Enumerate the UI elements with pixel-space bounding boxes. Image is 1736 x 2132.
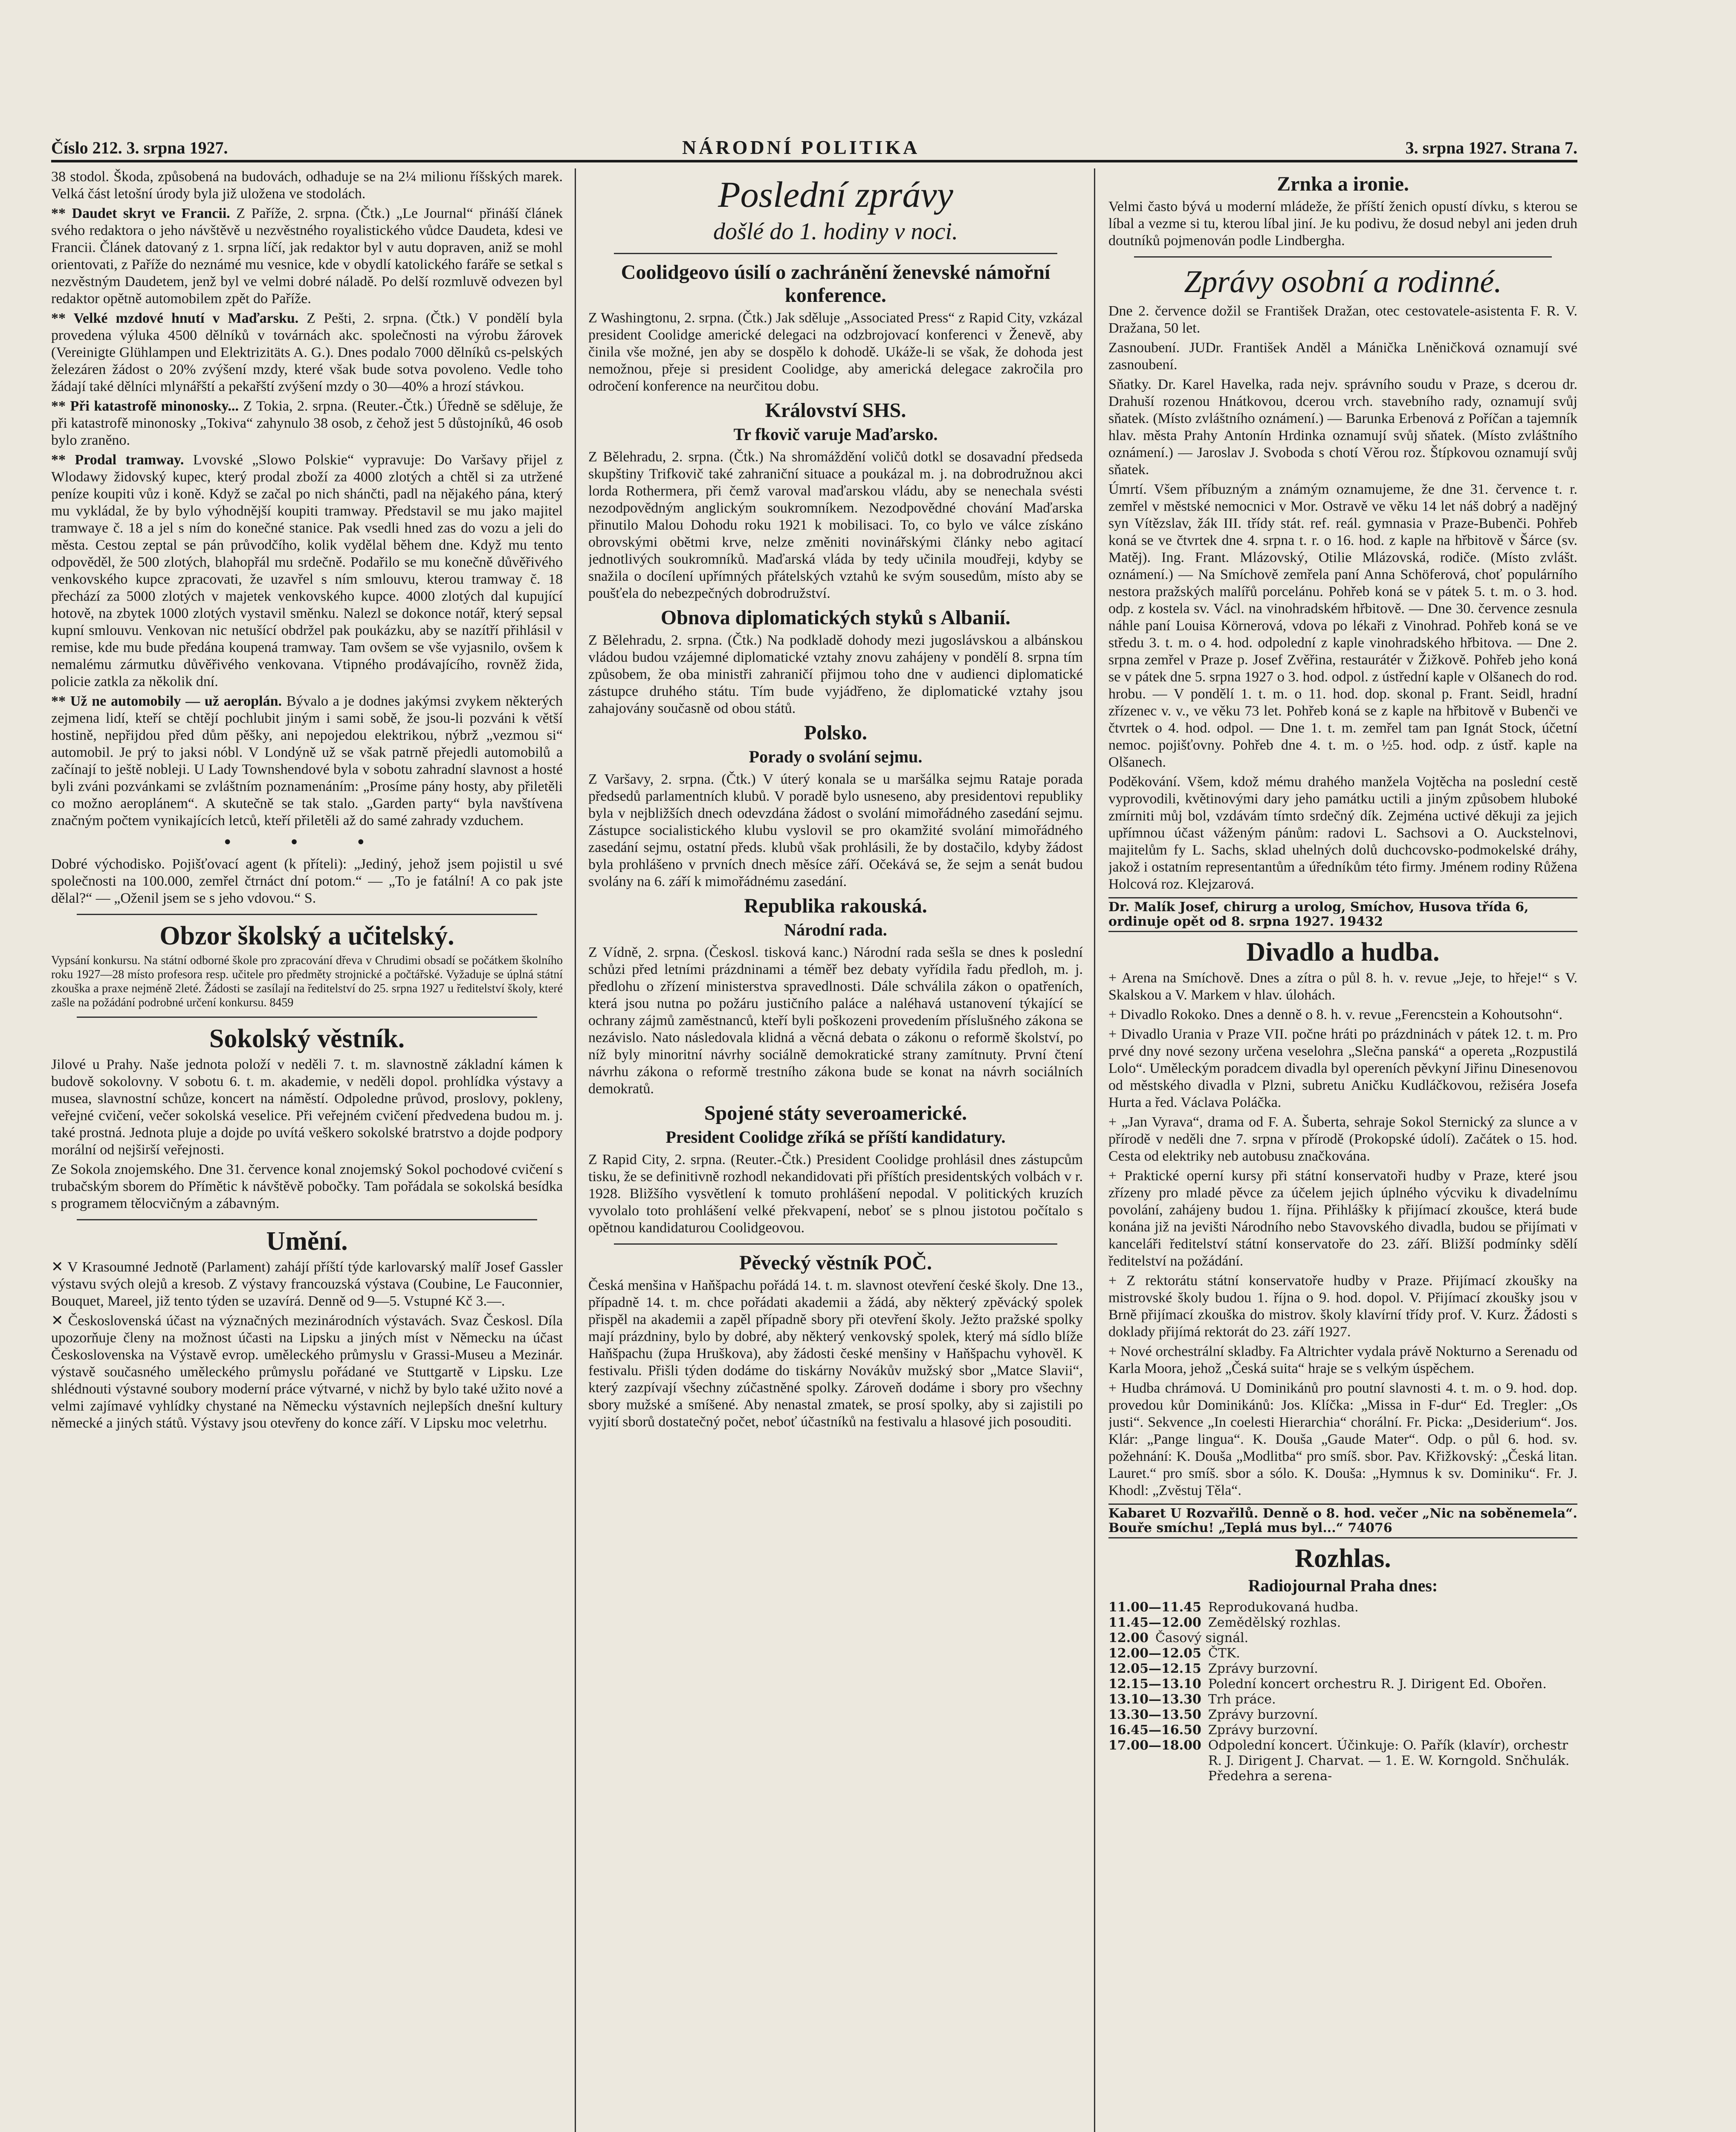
masthead-title: NÁRODNÍ POLITIKA [682, 136, 920, 158]
schedule-row [1108, 1661, 1577, 1677]
radio-subheading: Radiojournal Praha dnes: [1248, 1576, 1438, 1595]
schedule-time: 12.15—13.10 [1108, 1677, 1201, 1692]
section-heading-art: Umění. [266, 1227, 348, 1256]
schedule-row [1108, 1646, 1577, 1661]
article-text: Jilové u Prahy. Naše jednota položí v neděli 7. t. m. slavnostně základní kámen k budově sokolovny. V sobotu 6. t. m. akademie, v neděli dopol. prohlídka výstavy a musea, slavnostní schůze, koncert na náměstí. Odpoledne průvod, proslovy, pokleny, veřejné cvičení, večer sokolská veselice. Při veřejném cvičení předvedena budou m. j. také prostná. Jednota pluje a dojde po uvítá veškero sokolské bratrstvo a dojde podpory morální od nejširší veřejnosti. [51, 1057, 563, 1158]
article-text: Zasnoubení. JUDr. František Anděl a Mánička Lněničková oznamují své zasnoubení. [1108, 340, 1577, 373]
article-text: Z Rapid City, 2. srpna. (Reuter.-Čtk.) President Coolidge prohlásil dnes zástupcům tisku, že se definitivně rozhodl nekandidovati při příštích presidentských volbách v r. 1928. Bližšího vysvětlení k tomuto prohlášení nepodal. V politických kruzích vyvolalo toto prohlášení velké překvapení, neboť se s plnou jistotou počítalo s opětnou kandidaturou Coolidgeovou. [588, 1152, 1083, 1236]
section-heading-choir: Pěvecký věstník POČ. [739, 1251, 932, 1274]
section-heading-radio: Rozhlas. [1295, 1544, 1391, 1573]
column-middle [588, 168, 1083, 2132]
schedule-time: 12.05—12.15 [1108, 1661, 1201, 1676]
article-headline: Království SHS. [765, 399, 906, 422]
date-page-number: 3. srpna 1927. Strana 7. [1405, 138, 1577, 157]
schedule-program: Polední koncert orchestru R. J. Dirigent Ed. Obořen. [1208, 1677, 1547, 1692]
schedule-time: 12.00 [1108, 1631, 1149, 1645]
article-body: Bývalo a je dodnes jakýmsi zvykem některých zejmena lidí, kteří se chtějí pochlubit jiným i sami sobě, že jsou-li pozváni k větší hostině, nepřijdou před dům pěšky, ani nepojedou elektrikou, nýbrž „vezmou si“ automobil. Je prý to jaksi nóbl. V Londýně už se však patrně přejedli automobilů a začínají to ještě nobleji. U Lady Townshendové byla v sobotu zahradní slavnost a hosté byli zváni pozvánkami se zvláštním poznamenáním: „Prosíme pány hosty, aby přiletěli co možno aeroplánem“. A skutečně se tak stalo. „Garden party“ byla navštívena značným počtem vynikajících letců, kteří přiletěli až do samé zahrady vzduchem. [51, 693, 563, 828]
article-text: Dne 2. července dožil se František Dražan, otec cestovatele-asistenta F. R. V. Dražana, 50 let. [1108, 303, 1577, 336]
schedule-program: ČTK. [1208, 1646, 1240, 1661]
article-text: + Hudba chrámová. U Dominikánů pro poutní slavnosti 4. t. m. o 9. hod. dop. provedou kůr Dominikánů: Jos. Klíčka: „Missa in F-dur“ Ed. Tregler: „Os justi“. Sekvence „In coelesti Hierarchia“ chorální. Fr. Picka: „Desiderium“. Jos. Klár: „Pange lingua“. K. Douša „Gaude Mater“. Odp. o půl 6. hod. sv. požehnání: K. Douša „Modlitba“ pro smíš. sbor. Pav. Křižkovský: „Česká litan. Lauret.“ pro smíš. sbor a sólo. K. Douša: „Hymnus k sv. Dominiku“. Fr. J. Khodl: „Zvěstuj Těla“. [1108, 1380, 1577, 1498]
article-text: Ze Sokola znojemského. Dne 31. července konal znojemský Sokol pochodové cvičení s trubačským sborem do Přímětic k návštěvě pobočky. Tam pořádala se sokolská besídka s programem tělocvičným a zábavným. [51, 1162, 563, 1211]
separator-dots: • • • [222, 833, 392, 852]
schedule-program: Zprávy burzovní. [1208, 1707, 1318, 1722]
article-subheadline: Porady o svolání sejmu. [749, 747, 923, 766]
article-headline: Obnova diplomatických styků s Albanií. [660, 606, 1011, 629]
article-body: Lvovské „Slowo Polskie“ vypravuje: Do Varšavy přijel z Wlodawy židovský kupec, který prodal zboží za 4000 zlotých a chtěl si za utržené peníze koupiti vůz i koně. Když se začal po nich shánčti, padl na nějakého pána, který mu vykládal, že by bylo výhodnější koupiti tramway. Představil se mu jako majitel tramwaye č. 18 a jel s ním do konečné stanice. Pak vsedli hned zas do vozu a jeli do města. Cestou zeptal se pán průvodčího, kolik vydělal během dne. Když mu tento odpověděl, že 500 zlotých, blahopřál mu srdečně. Podařilo se mu konečně důvěřivého venkovského kupce zpracovati, že uzavřel s ním smlouvu, kterou tramway č. 18 přechází za 5000 zlotých v majetek venkovského kupce. 4000 zlotých dal kupující hotově, na zbytek 1000 zlotých vystavil směnku. Nalezl se dokonce notář, který sepsal kupní smlouvu. Venkovan nic netušící obdržel pak poukázku, aby se nazítří přihlásil v remise, kde mu bude předána koupená tramway. Tam ovšem se vše vyjasnilo, ovšem k nemalému zármutku důvěřivého venkovana. Vtipného prodávajícího, rovněž žida, policie zatkla za několik dní. [51, 452, 563, 689]
article-body: Z Paříže, 2. srpna. (Čtk.) „Le Journal“ přináší článek svého redaktora o jeho návštěvě u nezvěstného royalistického vůdce Daudeta, kdesi ve Francii. Článek datovaný z 1. srpna líčí, jak redaktor byl v autu dopraven, aniž se mohl orientovati, z Paříže do neznámé mu vesnice, kde v obydlí katolického faráře se setkal s nezvěstným Daudetem, jenž byl ve velmi dobré náladě. Po delší rozmluvě odvezen byl redaktor opětně automobilem zpět do Paříže. [51, 206, 563, 307]
schedule-time: 16.45—16.50 [1108, 1723, 1201, 1738]
article-text: + Divadlo Urania v Praze VII. počne hráti po prázdninách v pátek 12. t. m. Pro prvé dny nové sezony určena veselohra „Slečna panská“ a opereta „Rozpustilá Lolo“. Uměleckým poradcem divadla byl opereních pěvkyní Jiřinu Dinesenovou od městského divadla v Plzni, subretu Aničku Kudláčkovou, režiséra Josefa Hurta a řed. Václava Poláčka. [1108, 1026, 1577, 1110]
article-text: Poděkování. Všem, kdož mému drahého manžela Vojtěcha na poslední cestě vyprovodili, květinovými dary jeho památku uctili a jiným způsobem hluboké zmírniti můj bol, vzdávám tímto srdečný dík. Zejména uctivé děkuji za jejich upřímnou účast váženým pánům: radovi L. Sachsovi a O. Auckstelnovi, majitelům fy L. Sachs, sklad uhelných dolů duchcovsko-podmokelské dráhy, jakož i ostatním representantům a úředníkům této firmy. Jménem rodiny Růžena Holcová roz. Klejzarová. [1108, 774, 1577, 892]
schedule-time: 13.30—13.50 [1108, 1707, 1201, 1722]
schedule-program: Reprodukovaná hudba. [1208, 1600, 1359, 1615]
article-text: Z Bělehradu, 2. srpna. (Čtk.) Na podkladě dohody mezi jugoslávskou a albánskou vládou budou vzájemné diplomatické vztahy znovu zahájeny v pondělí 8. srpna tím způsobem, že oba ministři zahraničí přijmou toho dne v audienci diplomatické zástupce druhého státu. Tím bude vyjádřeno, že diplomatické vztahy jsou zahajovány současně od obou států. [588, 632, 1083, 716]
schedule-program: Odpolední koncert. Účinkuje: O. Pařík (klavír), orchestr R. J. Dirigent J. Charvat. — 1. E. W. Korngold. Snčhulák. Předehra a serena- [1208, 1738, 1570, 1784]
article-text: Z Varšavy, 2. srpna. (Čtk.) V úterý konala se u maršálka sejmu Rataje porada předsedů parlamentních klubů. V poradě bylo usneseno, aby presidentovi republiky byla v nejbližších dnech odevzdána žádost o svolání mimořádného zasedání sejmu. Zástupce socialistického klubu vyslovil se pro okamžité svolání mimořádného zasedání sejmu, ostatní předs. klubů však prohlásili, že by dostačilo, kdyby žádost byla prohlášeno v prvních dnech měsíce září. Očekává se, že sejm a senát budou svolány na 6. září k mimořádnému zasedání. [588, 771, 1083, 889]
section-divider [614, 1243, 1057, 1245]
article-text: Vypsání konkursu. Na státní odborné škole pro zpracování dřeva v Chrudimi obsadí se počátkem školního roku 1927—28 místo profesora resp. učitele pro předměty strojnické a počtářské. Vyžaduje se úplná státní zkouška a praxe nejméně 2leté. Žádosti se zasílají na ředitelství do 25. srpna 1927 u ředitelství školy, které zašle na požádání podrobné určení konkursu. 8459 [51, 954, 563, 1009]
article-text: + Z rektorátu státní konservatoře hudby v Praze. Přijímací zkoušky na mistrovské školy budou 1. října o 9. hod. dopol. V. Přijímací zkoušky jsou v Brně přijímací zkouška do mistrov. školy klavírní třídy prof. V. Kurz. Žádosti s doklady přijímá rektorát do 23. září 1927. [1108, 1273, 1577, 1340]
article-text: Z Washingtonu, 2. srpna. (Čtk.) Jak sděluje „Associated Press“ z Rapid City, vzkázal president Coolidge americké delegaci na odzbrojovací konferenci v Ženevě, aby činila vše možné, jen aby se dospělo k dohodě. Ukáže-li se však, že dohoda jest nemožnou, přeje si president Coolidge, aby americká delegace zakročila pro odročení konference na neurčitou dobu. [588, 310, 1083, 394]
article-headline: Spojené státy severoamerické. [704, 1102, 967, 1124]
column-rule [575, 168, 576, 2132]
article-text [51, 398, 563, 449]
article-text [51, 310, 563, 395]
article-text: Sňatky. Dr. Karel Havelka, rada nejv. správního soudu v Praze, s dcerou dr. Drahuší rozenou Hnátkovou, dcerou vrch. stavebního rady, oznamují svůj sňatek. (Místo zvláštního oznámení.) — Barunka Erbenová z Poříčan a tajemník hlav. města Prahy Antonín Hrdinka oznamují svůj sňatek. (Místo zvláštního oznámení.) — Jaroslav J. Svoboda s chotí Věrou roz. Štípkovou oznamují svůj sňatek. [1108, 377, 1577, 478]
advertisement-doctor: Dr. Malík Josef, chirurg a urolog, Smíchov, Husova třída 6, ordinuje opět od 8. srpna 1927. 19432 [1108, 897, 1577, 932]
article-text [51, 693, 563, 829]
section-divider [77, 1219, 537, 1220]
schedule-row [1108, 1738, 1577, 1784]
column-rule [1094, 168, 1095, 2132]
schedule-row [1108, 1723, 1577, 1738]
schedule-program: Časový signál. [1155, 1631, 1249, 1645]
issue-number-date: Číslo 212. 3. srpna 1927. [51, 138, 228, 157]
schedule-program: Zprávy burzovní. [1208, 1661, 1318, 1676]
article-headline: Republika rakouská. [744, 895, 927, 917]
section-heading-latest-news: Poslední zprávy [718, 174, 953, 215]
schedule-row [1108, 1677, 1577, 1692]
article-subheadline: Tr fkovič varuje Maďarsko. [733, 425, 938, 444]
schedule-time: 17.00—18.00 [1108, 1738, 1201, 1753]
article-text: Velmi často bývá u moderní mládeže, že příští ženich opustí dívku, s kterou se líbal a vezme si tu, kterou líbal jiní. Je ku podivu, že dosud nebyl ani jeden druh doutníků pojmenován podle Lindbergha. [1108, 199, 1577, 249]
section-heading-sokol: Sokolský věstník. [209, 1024, 405, 1053]
article-lead: ** Prodal tramway. [51, 452, 184, 468]
article-lead: ** Už ne automobily — už aeroplán. [51, 693, 282, 709]
schedule-time: 13.10—13.30 [1108, 1692, 1201, 1707]
article-text: + Nové orchestrální skladby. Fa Altrichter vydala právě Nokturno a Serenadu od Karla Moora, jehož „Česká suita“ hraje se s velkým úspěchem. [1108, 1344, 1577, 1376]
section-heading-personal: Zprávy osobní a rodinné. [1184, 264, 1502, 299]
section-heading-school: Obzor školský a učitelský. [159, 921, 454, 950]
advertisement-cabaret: Kabaret U Rozvařilů. Denně o 8. hod. večer „Nic na soběnemela“. Bouře smíchu! „Teplá mus byl...“ 74076 [1108, 1503, 1577, 1538]
schedule-row [1108, 1707, 1577, 1723]
article-text: + „Jan Vyrava“, drama od F. A. Šuberta, sehraje Sokol Sternický za slunce a v přírodě v neděli dne 7. srpna v přírodě (Prokopské údolí). Začátek o 15. hod. Cesta od elektriky neb autobusu značkována. [1108, 1114, 1577, 1164]
schedule-row [1108, 1615, 1577, 1631]
article-text: 38 stodol. Škoda, způsobená na budovách, odhaduje se na 2¼ milionu říšských marek. Velká část letošní úrody byla již uložena ve stodolách. [51, 169, 563, 202]
article-lead: ** Velké mzdové hnutí v Maďarsku. [51, 310, 299, 326]
joke-text: Dobré východisko. Pojišťovací agent (k příteli): „Jediný, jehož jsem pojistil u své společnosti na 100.000, zemřel čtrnáct dní potom.“ — „To je fatální! A co pak jste dělal?“ — „Oženil jsem se s jeho vdovou.“ S. [51, 856, 563, 906]
article-text: ✕ V Krasoumné Jednotě (Parlament) zahájí příští týde karlovarský malíř Josef Gassler výstavu svých olejů a kresob. Z výstavy francouzská výstava (Coubine, Le Fauconnier, Bouquet, Mareel, již tento týden se uzavírá. Denně od 9—5. Vstupné Kč 3.—. [51, 1259, 563, 1309]
article-text [51, 452, 563, 690]
radio-schedule [1108, 1600, 1577, 1784]
schedule-time: 11.45—12.00 [1108, 1615, 1201, 1630]
article-text: Česká menšina v Haňšpachu pořádá 14. t. m. slavnost otevření české školy. Dne 13., případně 14. t. m. chce pořádati akademii a žádá, aby některý zpěvácký spolek přispěl na akademii a zapěl případně sbory při otevření školy. Ježto pražské spolky mají prázdniny, bylo by dobré, aby některý venkovský spolek, který má sídlo blíže Haňšpachu (župa Hruškova), aby žádosti české menšiny v Haňšpachu vyhověl. K festivalu. Přišli týden dodáme do tiskárny Novákův mužský sbor „Matce Slavii“, který zazpívají všechny zúčastněné spolky. Zároveň dodáme i sbory pro všechny sbory mužské a smíšené. Aby nenastal zmatek, se prosí spolky, aby si zajistili po vyjití sborů dostatečný počet, neboť účastníků na festivalu a hlasové jich posouditi. [588, 1277, 1083, 1430]
article-body: Z Pešti, 2. srpna. (Čtk.) V pondělí byla provedena výluka 4500 dělníků v továrnách akc. společnosti na výrobu žárovek (Vereinigte Glühlampen und Elektrizitäts A. G.). Dnes podalo 7000 dělníků cs-pelských železáren žádost o 20% zvýšení mzdy, které však bude sotva povoleno. Vedle toho žádají také dělníci mlynářští a pekařští zvýšení mzdy o 30—40% a hrozí stávkou. [51, 310, 563, 394]
section-divider [614, 253, 1057, 254]
article-subheadline: Národní rada. [784, 920, 887, 939]
schedule-time: 12.00—12.05 [1108, 1646, 1201, 1661]
section-divider [77, 914, 537, 915]
article-text: Z Vídně, 2. srpna. (Českosl. tisková kanc.) Národní rada sešla se dnes k poslední schůzi před letními prázdninami a téměř bez debaty vyřídila řadu předloh, m. j. předlohu o zřízení ministerstva spravedlnosti. Dále schválila zákon o opatřeních, která jsou nutna po požáru justičního paláce a naléhavá ustanovení týkající se ochrany zájmů zaměstnanců, kteří byli poškozeni provedením příslušného zákona se nezávislo. Nato následovala klidná a věcná debata o zákonu o reformě školství, po níž byly minoritní návrhy sociálně demokratické strany zamítnuty. První čtení návrhu zákona o reformě trestního zákona bude se konat na návrh sociálních demokratů. [588, 944, 1083, 1097]
article-subheadline: President Coolidge zříká se příští kandidatury. [665, 1127, 1006, 1147]
article-body: Z Tokia, 2. srpna. (Reuter.-Čtk.) Úředně se sděluje, že při katastrofě minonosky „Tokiva“ zahynulo 38 osob, z čehož jest 5 důstojníků, 46 osob bylo zraněno. [51, 398, 563, 448]
schedule-row [1108, 1631, 1577, 1646]
section-divider [1134, 256, 1552, 258]
article-headline: Coolidgeovo úsilí o zachránění ženevské námořní konference. [621, 261, 1050, 307]
page-header [51, 134, 1577, 162]
schedule-time: 11.00—11.45 [1108, 1600, 1201, 1615]
schedule-program: Trh práce. [1208, 1692, 1276, 1707]
article-lead: ** Při katastrofě minonosky... [51, 398, 239, 414]
section-subheading: došlé do 1. hodiny v noci. [713, 218, 958, 245]
article-text: ✕ Československá účast na význačných mezinárodních výstavách. Svaz Českosl. Díla upozorňuje členy na možnost účasti na Lipsku a jiných míst v Německu na účast Československa na Výstavě evrop. uměleckého průmyslu v Grassi-Museu a Mezinár. výstavě současného uměleckého průmyslu pořádané ve Stuttgartě v Lipsku. Lze shlédnouti výstavné soubory moderní práce výtvarné, v nichž by bylo také užito nové a velmi zajímavé vyhlídky chystané na Německu výstavních nejlepších dnešní kultury německé a jiných států. Výstavy jsou otevřeny do konce září. V Lipsku moc veletrhu. [51, 1313, 563, 1431]
article-text: Úmrtí. Všem příbuzným a známým oznamujeme, že dne 31. července t. r. zemřel v městské nemocnici v Mor. Ostravě ve věku 14 let náš dobrý a nadějný syn Vítězslav, žák III. třídy stát. ref. reál. gymnasia v Praze-Bubenči. Pohřeb koná se ve čtvrtek dne 4. srpna t. r. o 16. hod. z kaple na hřbitově v Šárce (sv. Matěj). Ing. Frant. Mlázovský, Otilie Mlázovská, rodiče. (Místo zvlášt. oznámení.) — Na Smíchově zemřela paní Anna Schöferová, choť populárního nestora pražských malířů porcelánu. Pohřeb koná se v pátek 5. t. m. o 3. hod. odp. z kostela sv. Václ. na vinohradském hřbitově. — Dne 30. července zesnula náhle paní Louisa Körnerová, vdova po lékaři z Vinohrad. Pohřeb koná se ve středu 3. t. m. o 4. hod. odpolední z kaple vinohradského hřbitova. — Dne 2. srpna zemřel v Praze p. Josef Zvěřina, restaurátér v Žižkově. Pohřeb jeho koná se v pátek dne 5. srpna 1927 o 3. hod. odpol. z ústřední kaple v Olšanech do rod. hrobu. — V pondělí 1. t. m. o 11. hod. dop. skonal p. Frant. Seidl, hradní zřízenec v. v., ve věku 73 let. Pohřeb koná se z kaple na hřbitově v Bubenči ve čtvrtek o 4. hod. odpol. — Dne 1. t. m. zemřel tam pan Ignát Stock, účetní nemoc. pojišťovny. Pohřeb dne 4. t. m. o ½5. hod. odp. z ústř. kaple na Olšanech. [1108, 481, 1577, 770]
article-headline: Polsko. [804, 721, 868, 744]
column-left [51, 168, 563, 2132]
article-text: Z Bělehradu, 2. srpna. (Čtk.) Na shromáždění voličů dotkl se dosavadní předseda skupštiny Trifkovič také zahraniční situace a poukázal m. j. na dobrodružnou akci lorda Rothermera, při čemž varoval maďarskou vládu, aby se nenechala svésti nezodpovědným anglickým soukromníkem. Nezodpovědné chování Maďarska přinutilo Malou Dohodu roku 1921 k mobilisaci. To, co bylo ve válce získáno obrovskými obětmi krve, nelze změniti novinářskými články nebo agitací jednotlivých soukromníků. Maďarská vláda by tedy učinila moudřeji, kdyby se snažila o docílení upřímných přátelských vztahů ke svým sousedům, místo aby se poušťela do nebezpečných dobrodružství. [588, 449, 1083, 601]
schedule-row [1108, 1692, 1577, 1707]
schedule-program: Zprávy burzovní. [1208, 1723, 1318, 1738]
article-text: + Arena na Smíchově. Dnes a zítra o půl 8. h. v. revue „Jeje, to hřeje!“ s V. Skalskou a V. Markem v hlav. úlohách. [1108, 970, 1577, 1003]
article-text: + Divadlo Rokoko. Dnes a denně o 8. h. v. revue „Ferencstein a Kohoutsohn“. [1108, 1007, 1563, 1023]
article-text: + Praktické operní kursy při státní konservatoři hudby v Praze, které jsou zřízeny pro mladé pěvce za účelem jejich úplného výcviku k divadelnímu povolání, zahájeny budou 1. října. Přihlášky k přijímací zkoušce, která bude konána již na jevišti Národního nebo Stavovského divadla, budou se přijímati v kanceláři ředitelství státní konservatoře do 23. září. Bližší podmínky sdělí ředitelství na požádání. [1108, 1168, 1577, 1269]
column-right [1108, 168, 1577, 2132]
article-lead: ** Daudet skryt ve Francii. [51, 206, 230, 221]
section-heading-irony: Zrnka a ironie. [1277, 173, 1409, 195]
schedule-row [1108, 1600, 1577, 1615]
section-divider [77, 1017, 537, 1018]
section-heading-theatre: Divadlo a hudba. [1246, 938, 1440, 967]
schedule-program: Zemědělský rozhlas. [1208, 1615, 1341, 1630]
article-text [51, 205, 563, 307]
